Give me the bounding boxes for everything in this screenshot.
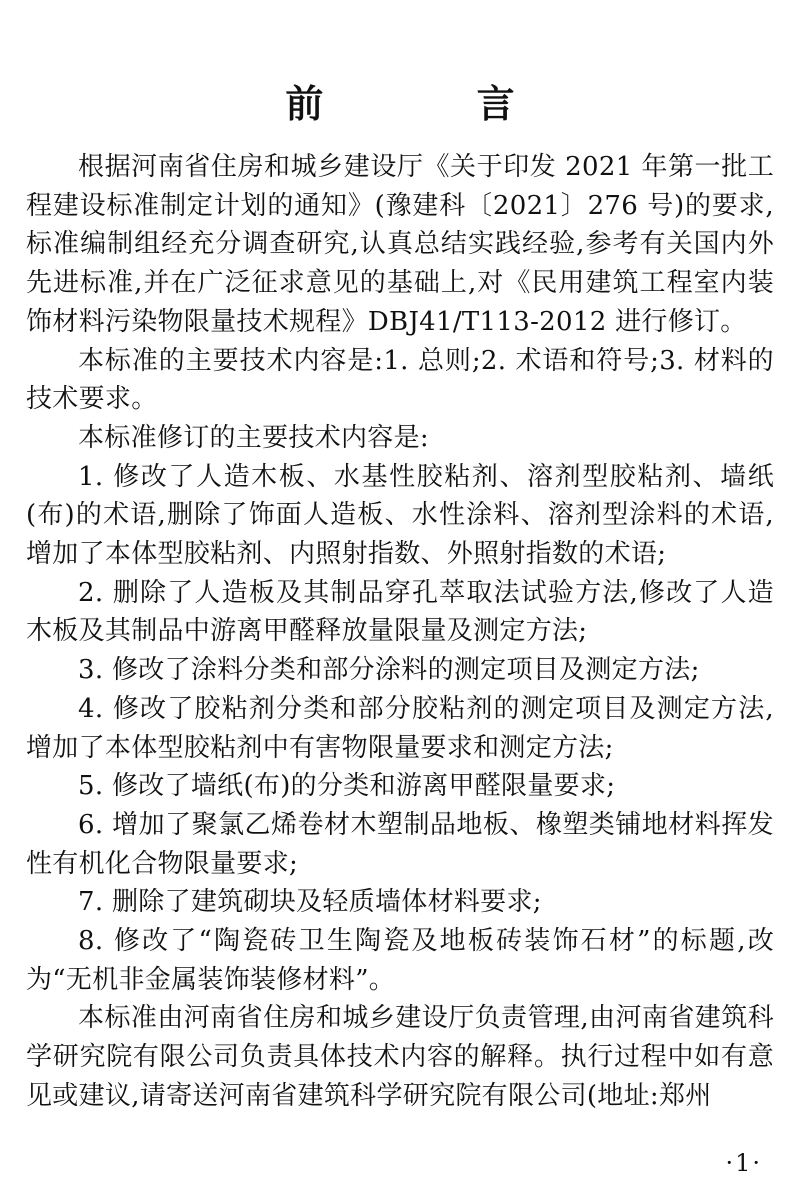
page-title: 前 言 (285, 81, 585, 126)
revision-item-7: 7. 删除了建筑砌块及轻质墙体材料要求; (78, 887, 542, 918)
paragraph-management: 本标准由河南省住房和城乡建设厅负责管理,由河南省建筑科学研究院有限公司负责具体技术内容的解释。执行过程中如有意见或建议,请寄送河南省建筑科学研究院有限公司(地址:郑州 (26, 1003, 774, 1111)
revision-item-1: 1. 修改了人造木板、水基性胶粘剂、溶剂型胶粘剂、墙纸(布)的术语,删除了饰面人造板、水性涂料、溶剂型涂料的术语,增加了本体型胶粘剂、内照射指数、外照射指数的术语; (26, 461, 774, 570)
paragraph-main-content: 本标准的主要技术内容是:1. 总则;2. 术语和符号;3. 材料的技术要求。 (26, 345, 774, 415)
page-number: ·1· (725, 1149, 762, 1177)
revision-item-5: 5. 修改了墙纸(布)的分类和游离甲醛限量要求; (78, 771, 616, 802)
paragraph-revision-heading: 本标准修订的主要技术内容是: (78, 422, 429, 453)
paragraph-intro: 根据河南省住房和城乡建设厅《关于印发 2021 年第一批工程建设标准制定计划的通知》(豫建科〔2021〕276 号)的要求,标准编制组经充分调查研究,认真总结实践经验,参考有关国内外先进标准,并在广泛征求意见的基础上,对《民用建筑工程室内装饰材料污染物限量技术规程》DBJ41/T113-2012 进行修订。 (26, 152, 774, 337)
revision-item-6: 6. 增加了聚氯乙烯卷材木塑制品地板、橡塑类铺地材料挥发性有机化合物限量要求; (26, 809, 774, 879)
revision-item-3: 3. 修改了涂料分类和部分涂料的测定项目及测定方法; (78, 655, 700, 686)
revision-item-2: 2. 删除了人造板及其制品穿孔萃取法试验方法,修改了人造木板及其制品中游离甲醛释放量限量及测定方法; (26, 577, 774, 647)
body-text (26, 148, 774, 1116)
revision-item-8: 8. 修改了“陶瓷砖卫生陶瓷及地板砖装饰石材”的标题,改为“无机非金属装饰装修材料”。 (26, 926, 774, 995)
revision-item-4: 4. 修改了胶粘剂分类和部分胶粘剂的测定项目及测定方法,增加了本体型胶粘剂中有害物限量要求和测定方法; (26, 693, 774, 763)
